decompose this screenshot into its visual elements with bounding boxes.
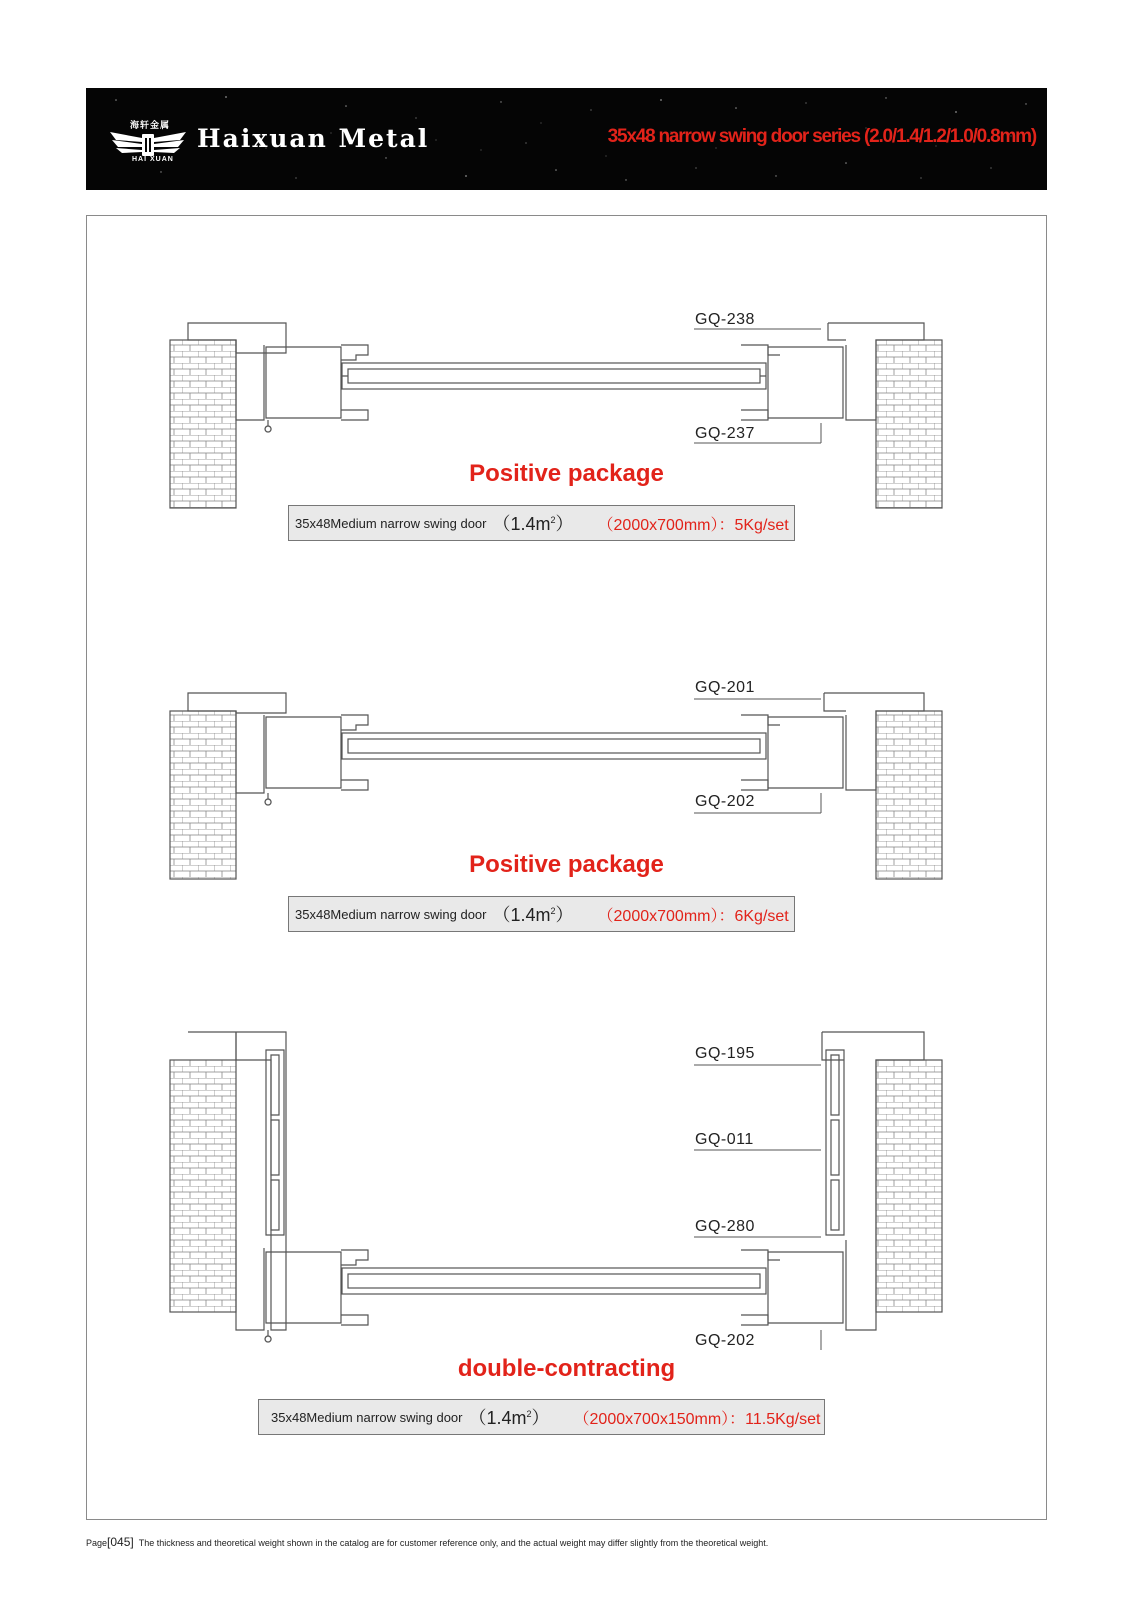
- spec-area-close: ）: [555, 514, 574, 534]
- profile-label-gq-011: GQ-011: [695, 1131, 754, 1148]
- page-label: Page: [86, 1538, 108, 1548]
- logo-chinese-text: 海轩金属: [130, 121, 171, 131]
- profile-label-gq-280: GQ-280: [695, 1218, 755, 1235]
- page-footer: [86, 1535, 768, 1549]
- spec-area: [492, 510, 573, 536]
- spec-area-exponent: 2: [526, 1409, 532, 1419]
- spec-area-exponent: 2: [550, 906, 556, 916]
- spec-area-close: ）: [531, 1408, 550, 1428]
- spec-area: [468, 1404, 549, 1430]
- profile-label-gq-238: GQ-238: [695, 311, 755, 328]
- profile-label-gq-237: GQ-237: [695, 425, 755, 442]
- section-heading: Positive package: [469, 851, 664, 878]
- spec-description: 35x48Medium narrow swing door: [295, 906, 487, 922]
- spec-box: [288, 896, 795, 932]
- spec-detail: （2000x700mm）：6Kg/set: [597, 907, 789, 925]
- spec-box: [288, 505, 795, 541]
- profile-drawing-3: [86, 1030, 1047, 1350]
- spec-area-close: ）: [555, 905, 574, 925]
- profile-label-gq-202: GQ-202: [695, 793, 755, 810]
- spec-description: 35x48Medium narrow swing door: [271, 1409, 463, 1425]
- spec-area-value: （1.4m: [492, 905, 551, 925]
- brand-name: Haixuan Metal: [197, 124, 430, 153]
- header-banner: [86, 88, 1047, 190]
- section-heading: double-contracting: [457, 1355, 676, 1382]
- door-section-3: [86, 1030, 1047, 1460]
- spec-area: [492, 901, 573, 927]
- profile-label-gq-195: GQ-195: [695, 1045, 755, 1062]
- spec-description: 35x48Medium narrow swing door: [295, 515, 487, 531]
- door-section-1: [86, 311, 1047, 545]
- spec-detail: （2000x700mm）：5Kg/set: [597, 516, 789, 534]
- logo-english-text: HAI XUAN: [132, 156, 174, 163]
- section-heading: Positive package: [469, 460, 664, 487]
- spec-area-exponent: 2: [550, 515, 556, 525]
- door-section-2: [86, 679, 1047, 935]
- profile-label-gq-202: GQ-202: [695, 1332, 755, 1349]
- spec-area-value: （1.4m: [468, 1408, 527, 1428]
- spec-area-value: （1.4m: [492, 514, 551, 534]
- page-number: [045]: [107, 1535, 134, 1549]
- profile-label-gq-201: GQ-201: [695, 679, 755, 696]
- series-title: 35x48 narrow swing door series (2.0/1.4/1.2/1.0/0.8mm): [607, 126, 1036, 147]
- spec-detail: （2000x700x150mm）：11.5Kg/set: [573, 1410, 821, 1428]
- disclaimer-note: The thickness and theoretical weight shown in the catalog are for customer reference only, and the actual weight may differ slightly from the theoretical weight.: [138, 1538, 769, 1548]
- spec-box: [258, 1399, 825, 1435]
